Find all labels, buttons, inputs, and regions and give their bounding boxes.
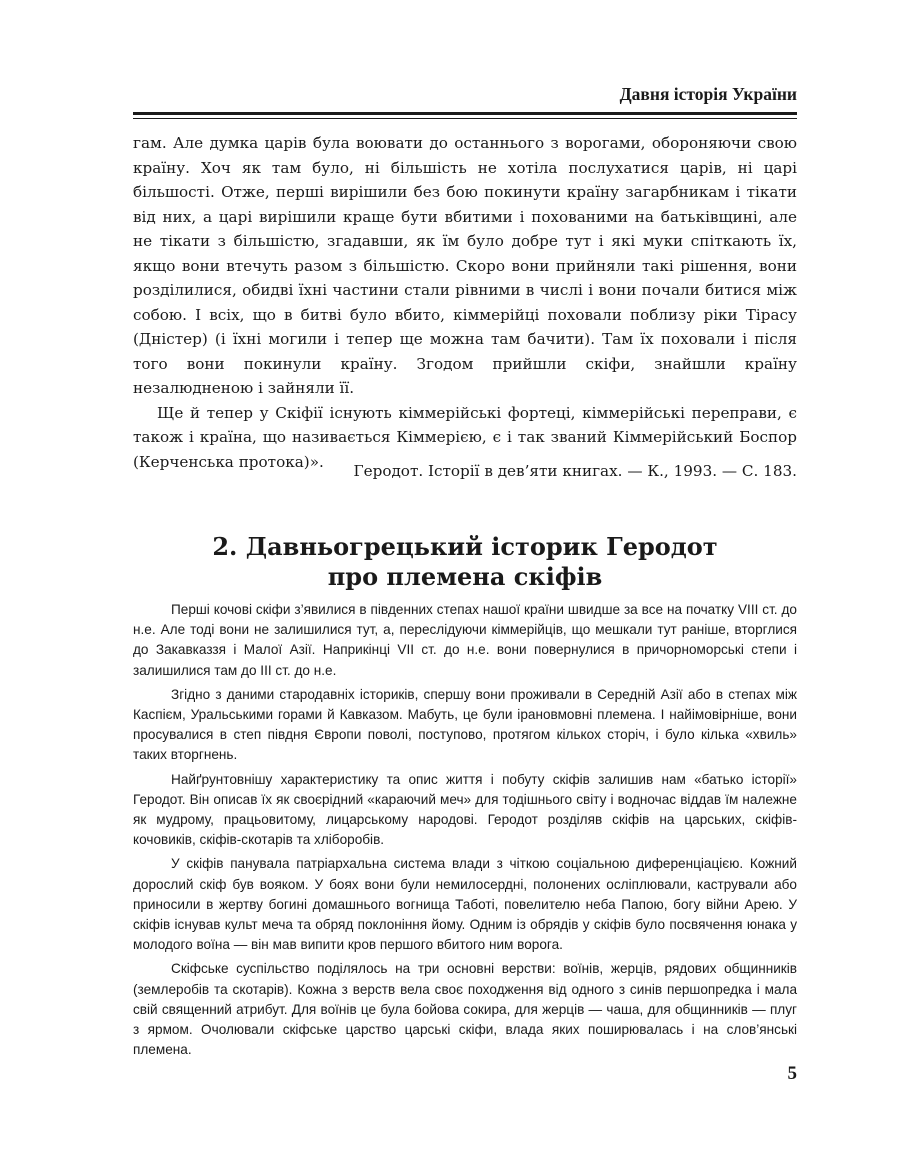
page-number: 5: [787, 1063, 797, 1084]
quotation-block: [133, 131, 797, 474]
body-paragraph: Згідно з даними стародавніх істориків, спершу вони проживали в Середній Азії або в степах між Каспієм, Уральськими горами й Кавказом. Мабуть, це були ірановмовні племена. І найімовірніше, вони просувалися в степ півдня Європи поволі, поступово, протягом кількох сторіч, і було кілька «хвиль» таких вторгнень.: [133, 686, 797, 763]
header-rule-thin: [133, 118, 797, 119]
quote-citation: Геродот. Історії в дев’яти книгах. — К., 1993. — С. 183.: [353, 462, 797, 480]
body-paragraph: У скіфів панувала патріархальна система влади з чіткою соціальною диференціацією. Кожний дорослий скіф був вояком. У боях вони були немилосердні, полонених осліплювали, кастрували або приносили в жертву богині домашнього вогнища Таботі, повелителю неба Папою, богу війни Арею. У скіфів існував культ меча та обряд поклоніння йому. Одним із обрядів у скіфів було посвячення юнака у молодого воїна — він мав випити кров першого вбитого ним ворога.: [133, 856, 797, 953]
section-heading-line-1: 2. Давньогрецький історик Геродот: [212, 532, 718, 561]
body-paragraph: Найґрунтовнішу характеристику та опис життя і побуту скіфів залишив нам «батько історії» Геродот. Він описав їх як своєрідний «караючий меч» для тодішнього світу і водночас віддав їм належне як мудрому, працьовитому, лицарському народові. Геродот розділяв скіфів на царських, скіфів-кочовиків, скіфів-скотарів та хліборобів.: [133, 771, 797, 848]
section-heading: [133, 532, 797, 592]
body-paragraph: Перші кочові скіфи з’явилися в південних степах нашої країни швидше за все на початку VIII ст. до н.е. Але тоді вони не залишилися тут, а, переслідуючи кіммерійців, що мешкали тут раніше, вторглися до Закавказзя і Малої Азії. Наприкінці VII ст. до н.е. вони повернулися в причорноморські степи і залишилися там до III ст. до н.е.: [133, 602, 797, 678]
header-rule-thick: [133, 112, 797, 115]
section-heading-line-2: про племена скіфів: [327, 562, 603, 591]
section-body: [133, 600, 797, 1064]
running-head-title: Давня історія України: [619, 84, 797, 104]
quote-paragraph: Ще й тепер у Скіфії існують кіммерійські фортеці, кіммерійські переправи, є також і країна, що називається Кіммерією, є і так званий Кіммерійський Боспор (Керченська протока)».: [133, 403, 797, 471]
body-paragraph: Скіфське суспільство поділялось на три основні верстви: воїнів, жерців, рядових общинників (землеробів та скотарів). Кожна з верств вела своє походження від одного з синів першопредка і мала свій священний атрибут. Для воїнів це була бойова сокира, для жерців — чаша, для общинників — плуг з ярмом. Очолювали скіфське царство царські скіфи, влада яких поширювалась і на слов’янські племена.: [133, 961, 797, 1058]
quote-paragraph: гам. Але думка царів була воювати до останнього з ворогами, обороняючи свою країну. Хоч як там було, ні більшість не хотіла послухатися царів, ні царі більшості. Отже, перші вирішили без бою покинути країну загарбникам і тікати від них, а царі вирішили краще бути вбитими і похованими на батьківщині, але не тікати з більшістю, згадавши, як їм було добре тут і які муки спіткають їх, якщо вони втечуть разом з більшістю. Скоро вони прийняли такі рішення, вони розділилися, обидві їхні частини стали рівними в числі і вони почали битися між собою. І всіх, що в битві було вбито, кіммерійці поховали поблизу ріки Тірасу (Дністер) (і їхні могили і тепер ще можна там бачити). Там їх поховали і після того вони покинули країну. Згодом прийшли скіфи, знайшли країну незалюдненою і зайняли її.: [133, 134, 797, 397]
